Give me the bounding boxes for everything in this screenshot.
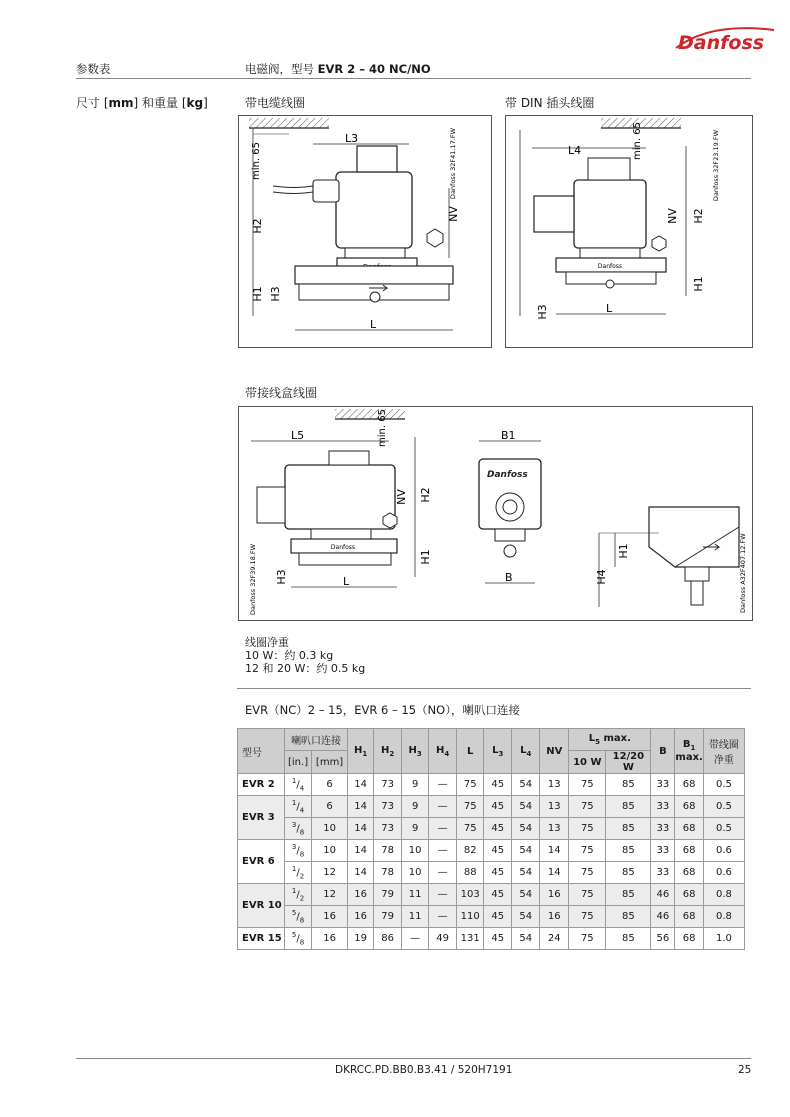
cell-wt: 0.5 bbox=[703, 796, 744, 818]
drawing-code-cable: Danfoss 32F41.17.FW bbox=[449, 128, 457, 200]
cell-l5_10: 75 bbox=[569, 928, 606, 950]
cell-mm: 10 bbox=[312, 840, 348, 862]
coil-body bbox=[336, 172, 412, 248]
col-H3: $H_3$ bbox=[402, 729, 429, 774]
coil-weight-block bbox=[245, 636, 365, 675]
drawing-code-din: Danfoss 32F23.19.FW bbox=[712, 130, 720, 202]
cell-b: 33 bbox=[651, 862, 675, 884]
cell-l4: 54 bbox=[512, 774, 540, 796]
cell-wt: 0.8 bbox=[703, 884, 744, 906]
page-title-prefix: 电磁阀，型号 bbox=[245, 62, 318, 76]
cell-h2: 78 bbox=[374, 862, 402, 884]
section-title-prefix: 尺寸 [ bbox=[76, 96, 109, 110]
cell-h4: — bbox=[429, 884, 457, 906]
cell-in: $^1/_4$ bbox=[285, 796, 312, 818]
page-title-model: EVR 2 – 40 NC/NO bbox=[317, 62, 431, 76]
cell-l: 103 bbox=[457, 884, 484, 906]
col-12-20w: 12/20 W bbox=[606, 751, 651, 774]
cell-mm: 6 bbox=[312, 796, 348, 818]
cell-model: EVR 2 bbox=[238, 774, 285, 796]
nut-symbol bbox=[427, 229, 443, 247]
coil-body bbox=[285, 465, 395, 529]
cell-l5_1220: 85 bbox=[606, 928, 651, 950]
col-NV: NV bbox=[540, 729, 569, 774]
cell-l4: 54 bbox=[512, 796, 540, 818]
cell-mm: 12 bbox=[312, 862, 348, 884]
cell-in-denominator: 2 bbox=[299, 894, 305, 903]
cell-l: 88 bbox=[457, 862, 484, 884]
brand-mark: Danfoss bbox=[487, 470, 528, 480]
cable bbox=[273, 186, 313, 194]
coil-weight-title: 线圈净重 bbox=[245, 636, 289, 649]
cell-in: $^1/_4$ bbox=[285, 774, 312, 796]
cell-h4: 49 bbox=[429, 928, 457, 950]
dim-min65: min. 65 bbox=[377, 409, 388, 447]
col-in: [in.] bbox=[285, 751, 312, 774]
table-caption: EVR（NC）2 – 15，EVR 6 – 15（NO），喇叭口连接 bbox=[245, 703, 520, 717]
din-coil-title: 带 DIN 插头线圈 bbox=[505, 96, 595, 110]
cell-nv: 16 bbox=[540, 906, 569, 928]
cell-l3: 45 bbox=[484, 818, 512, 840]
header-rule bbox=[76, 78, 751, 79]
cell-b1: 68 bbox=[675, 774, 703, 796]
cell-h2: 78 bbox=[374, 840, 402, 862]
dim-H2: H2 bbox=[419, 487, 432, 503]
cell-l3: 45 bbox=[484, 840, 512, 862]
cell-l5_10: 75 bbox=[569, 884, 606, 906]
cell-mm: 10 bbox=[312, 818, 348, 840]
cell-h4: — bbox=[429, 862, 457, 884]
ceiling-hatch bbox=[249, 118, 329, 128]
dim-H1: H1 bbox=[692, 276, 705, 292]
cell-h4: — bbox=[429, 774, 457, 796]
table-row bbox=[238, 818, 745, 840]
section-title bbox=[76, 94, 208, 111]
cell-l: 75 bbox=[457, 796, 484, 818]
cell-h4: — bbox=[429, 906, 457, 928]
cell-l5_1220: 85 bbox=[606, 818, 651, 840]
cell-l5_1220: 85 bbox=[606, 862, 651, 884]
cell-wt: 0.5 bbox=[703, 818, 744, 840]
cell-nv: 13 bbox=[540, 774, 569, 796]
cell-b1: 68 bbox=[675, 928, 703, 950]
cell-model: EVR 6 bbox=[238, 840, 285, 884]
cell-h3: — bbox=[402, 928, 429, 950]
box-coil-drawing bbox=[238, 406, 753, 621]
cell-l5_10: 75 bbox=[569, 840, 606, 862]
section-title-mid: ] 和重量 [ bbox=[133, 96, 187, 110]
cell-in: $^5/_8$ bbox=[285, 906, 312, 928]
cell-in-numerator: 5 bbox=[291, 908, 297, 917]
cell-model: EVR 15 bbox=[238, 928, 285, 950]
cell-model: EVR 10 bbox=[238, 884, 285, 928]
ceiling-hatch bbox=[335, 409, 405, 419]
brand-text: Danfoss bbox=[678, 32, 765, 54]
cell-in-numerator: 1 bbox=[291, 798, 297, 807]
section-unit-mm: mm bbox=[108, 96, 134, 110]
dim-H3: H3 bbox=[275, 569, 288, 585]
cell-h2: 73 bbox=[374, 796, 402, 818]
nut-symbol bbox=[652, 236, 666, 251]
page-number: 25 bbox=[738, 1064, 752, 1076]
cell-model: EVR 3 bbox=[238, 796, 285, 840]
cell-in-denominator: 4 bbox=[299, 784, 305, 793]
cell-l4: 54 bbox=[512, 928, 540, 950]
cell-h1: 16 bbox=[348, 884, 374, 906]
dim-L3: L3 bbox=[345, 132, 359, 145]
col-L5max: $L_5$ max. bbox=[569, 729, 651, 751]
cell-h3: 10 bbox=[402, 840, 429, 862]
dim-NV: NV bbox=[395, 489, 408, 505]
cell-mm: 6 bbox=[312, 774, 348, 796]
cell-l4: 54 bbox=[512, 818, 540, 840]
col-H2: $H_2$ bbox=[374, 729, 402, 774]
cell-b1: 68 bbox=[675, 796, 703, 818]
cell-l: 75 bbox=[457, 774, 484, 796]
cell-l4: 54 bbox=[512, 906, 540, 928]
cell-in-numerator: 1 bbox=[291, 886, 297, 895]
dim-NV: NV bbox=[666, 208, 679, 224]
cell-nv: 14 bbox=[540, 862, 569, 884]
drawing-code-detail: Danfoss A32F407.12.FW bbox=[739, 533, 747, 613]
footer-rule bbox=[76, 1058, 751, 1059]
col-10w: 10 W bbox=[569, 751, 606, 774]
table-row bbox=[238, 796, 745, 818]
cell-l3: 45 bbox=[484, 884, 512, 906]
cell-h3: 11 bbox=[402, 906, 429, 928]
cell-l5_10: 75 bbox=[569, 818, 606, 840]
col-L: L bbox=[457, 729, 484, 774]
cell-h1: 14 bbox=[348, 774, 374, 796]
cell-l5_1220: 85 bbox=[606, 906, 651, 928]
cell-b: 33 bbox=[651, 818, 675, 840]
coil-top bbox=[357, 146, 397, 172]
cell-l5_10: 75 bbox=[569, 906, 606, 928]
dim-min65: min. 65 bbox=[251, 142, 262, 180]
cell-l3: 45 bbox=[484, 796, 512, 818]
dim-H1: H1 bbox=[419, 549, 432, 565]
cell-mm: 12 bbox=[312, 884, 348, 906]
cell-h4: — bbox=[429, 840, 457, 862]
cell-wt: 0.6 bbox=[703, 840, 744, 862]
cell-in-numerator: 1 bbox=[291, 864, 297, 873]
table-row bbox=[238, 862, 745, 884]
cell-nv: 24 bbox=[540, 928, 569, 950]
manual-stem bbox=[370, 292, 380, 302]
section-unit-kg: kg bbox=[186, 96, 204, 110]
cell-h3: 9 bbox=[402, 818, 429, 840]
cell-h3: 9 bbox=[402, 774, 429, 796]
dim-L: L bbox=[606, 302, 613, 315]
cell-h3: 10 bbox=[402, 862, 429, 884]
cell-in: $^5/_8$ bbox=[285, 928, 312, 950]
col-B1max: $B_1$ max. bbox=[675, 729, 703, 774]
din-plug bbox=[534, 196, 574, 232]
cell-l5_10: 75 bbox=[569, 774, 606, 796]
cell-wt: 0.8 bbox=[703, 906, 744, 928]
cell-h2: 73 bbox=[374, 774, 402, 796]
dim-B: B bbox=[505, 571, 513, 584]
dim-H3: H3 bbox=[536, 304, 549, 320]
junction-box bbox=[257, 487, 285, 523]
cell-h3: 11 bbox=[402, 884, 429, 906]
cell-mm: 16 bbox=[312, 928, 348, 950]
coil-body bbox=[574, 180, 646, 248]
cable-coil-title: 带电缆线圈 bbox=[245, 96, 306, 110]
cell-in-denominator: 8 bbox=[299, 850, 305, 859]
table-row bbox=[238, 774, 745, 796]
col-H1: $H_1$ bbox=[348, 729, 374, 774]
cell-h2: 86 bbox=[374, 928, 402, 950]
cell-l3: 45 bbox=[484, 928, 512, 950]
cell-h1: 16 bbox=[348, 906, 374, 928]
cell-b1: 68 bbox=[675, 840, 703, 862]
col-coil-weight-label: 带线圈净重 bbox=[708, 740, 739, 766]
cell-b1: 68 bbox=[675, 906, 703, 928]
cell-in-denominator: 2 bbox=[299, 872, 305, 881]
din-coil-drawing bbox=[505, 115, 753, 348]
danfoss-logo bbox=[670, 18, 780, 58]
valve-brand: Danfoss bbox=[330, 544, 356, 551]
coil-weight-12-20w: 12 和 20 W：约 0.5 kg bbox=[245, 662, 366, 675]
dim-NV: NV bbox=[447, 206, 460, 222]
cell-in-numerator: 5 bbox=[291, 930, 297, 939]
col-L4: $L_4$ bbox=[512, 729, 540, 774]
box-coil-title: 带接线盒线圈 bbox=[245, 386, 318, 400]
flare-connections bbox=[295, 266, 453, 284]
cell-l5_1220: 85 bbox=[606, 774, 651, 796]
dim-H2: H2 bbox=[692, 208, 705, 224]
table-row bbox=[238, 884, 745, 906]
cell-l: 75 bbox=[457, 818, 484, 840]
cell-b: 46 bbox=[651, 884, 675, 906]
cell-h1: 14 bbox=[348, 818, 374, 840]
dim-min65: min. 65 bbox=[632, 122, 643, 160]
col-B: B bbox=[651, 729, 675, 774]
dim-L5: L5 bbox=[291, 429, 305, 442]
cell-wt: 0.6 bbox=[703, 862, 744, 884]
cell-in: $^3/_8$ bbox=[285, 840, 312, 862]
cell-h2: 73 bbox=[374, 818, 402, 840]
dim-L: L bbox=[370, 318, 377, 331]
cell-l5_10: 75 bbox=[569, 862, 606, 884]
cell-b1: 68 bbox=[675, 884, 703, 906]
cell-h4: — bbox=[429, 818, 457, 840]
cell-in-denominator: 8 bbox=[299, 916, 305, 925]
cable-gland bbox=[313, 180, 339, 202]
weights-rule bbox=[237, 688, 751, 689]
dim-B1: B1 bbox=[501, 429, 516, 442]
cell-l3: 45 bbox=[484, 862, 512, 884]
cell-l5_1220: 85 bbox=[606, 840, 651, 862]
cell-b: 33 bbox=[651, 840, 675, 862]
cell-b1: 68 bbox=[675, 818, 703, 840]
table-row bbox=[238, 906, 745, 928]
cell-b1: 68 bbox=[675, 862, 703, 884]
spec-table bbox=[237, 728, 745, 950]
cell-in: $^3/_8$ bbox=[285, 818, 312, 840]
cell-h1: 14 bbox=[348, 862, 374, 884]
cell-in-denominator: 8 bbox=[299, 828, 305, 837]
dim-H4: H4 bbox=[595, 569, 608, 585]
doc-type-label: 参数表 bbox=[76, 62, 111, 76]
valve-brand: Danfoss bbox=[597, 263, 623, 270]
cell-in: $^1/_2$ bbox=[285, 862, 312, 884]
cell-l4: 54 bbox=[512, 862, 540, 884]
cell-h1: 14 bbox=[348, 796, 374, 818]
table-row bbox=[238, 840, 745, 862]
cell-nv: 14 bbox=[540, 840, 569, 862]
doc-code: DKRCC.PD.BB0.B3.41 / 520H7191 bbox=[335, 1064, 513, 1076]
col-H4: $H_4$ bbox=[429, 729, 457, 774]
detail-body bbox=[649, 507, 739, 567]
col-flare: 喇叭口连接 bbox=[285, 729, 348, 751]
cell-in-denominator: 4 bbox=[299, 806, 305, 815]
cell-nv: 13 bbox=[540, 818, 569, 840]
dim-H3: H3 bbox=[269, 286, 282, 302]
col-L3: $L_3$ bbox=[484, 729, 512, 774]
cell-l: 82 bbox=[457, 840, 484, 862]
dim-H1: H1 bbox=[251, 286, 264, 302]
cell-l5_10: 75 bbox=[569, 796, 606, 818]
cell-nv: 13 bbox=[540, 796, 569, 818]
col-model: 型号 bbox=[238, 729, 285, 774]
coil-weight-10w: 10 W：约 0.3 kg bbox=[245, 649, 334, 662]
cell-wt: 1.0 bbox=[703, 928, 744, 950]
cell-in-numerator: 3 bbox=[291, 820, 297, 829]
cell-h1: 19 bbox=[348, 928, 374, 950]
dim-H2: H2 bbox=[251, 218, 264, 234]
cable-coil-drawing bbox=[238, 115, 492, 348]
cell-h1: 14 bbox=[348, 840, 374, 862]
cell-mm: 16 bbox=[312, 906, 348, 928]
cell-wt: 0.5 bbox=[703, 774, 744, 796]
cell-in-numerator: 1 bbox=[291, 776, 297, 785]
cell-b: 33 bbox=[651, 774, 675, 796]
cell-l: 131 bbox=[457, 928, 484, 950]
cell-in-numerator: 3 bbox=[291, 842, 297, 851]
dim-detail-H1: H1 bbox=[617, 543, 630, 559]
dim-L4: L4 bbox=[568, 144, 582, 157]
cell-l4: 54 bbox=[512, 884, 540, 906]
cell-h2: 79 bbox=[374, 906, 402, 928]
cell-l3: 45 bbox=[484, 906, 512, 928]
cell-l: 110 bbox=[457, 906, 484, 928]
cell-l4: 54 bbox=[512, 840, 540, 862]
col-mm: [mm] bbox=[312, 751, 348, 774]
table-row bbox=[238, 928, 745, 950]
cell-l5_1220: 85 bbox=[606, 884, 651, 906]
dim-L: L bbox=[343, 575, 350, 588]
cell-h3: 9 bbox=[402, 796, 429, 818]
drawing-code-box: Danfoss 32F39.18.FW bbox=[249, 543, 257, 615]
cell-l3: 45 bbox=[484, 774, 512, 796]
section-title-suffix: ] bbox=[203, 96, 208, 110]
cell-h4: — bbox=[429, 796, 457, 818]
cell-nv: 16 bbox=[540, 884, 569, 906]
cell-in: $^1/_2$ bbox=[285, 884, 312, 906]
cell-b: 33 bbox=[651, 796, 675, 818]
cell-in-denominator: 8 bbox=[299, 938, 305, 947]
cell-b: 46 bbox=[651, 906, 675, 928]
cell-l5_1220: 85 bbox=[606, 796, 651, 818]
col-coil-weight bbox=[703, 729, 744, 774]
nut-symbol bbox=[383, 513, 397, 528]
page-title bbox=[245, 61, 431, 77]
cell-h2: 79 bbox=[374, 884, 402, 906]
cell-b: 56 bbox=[651, 928, 675, 950]
